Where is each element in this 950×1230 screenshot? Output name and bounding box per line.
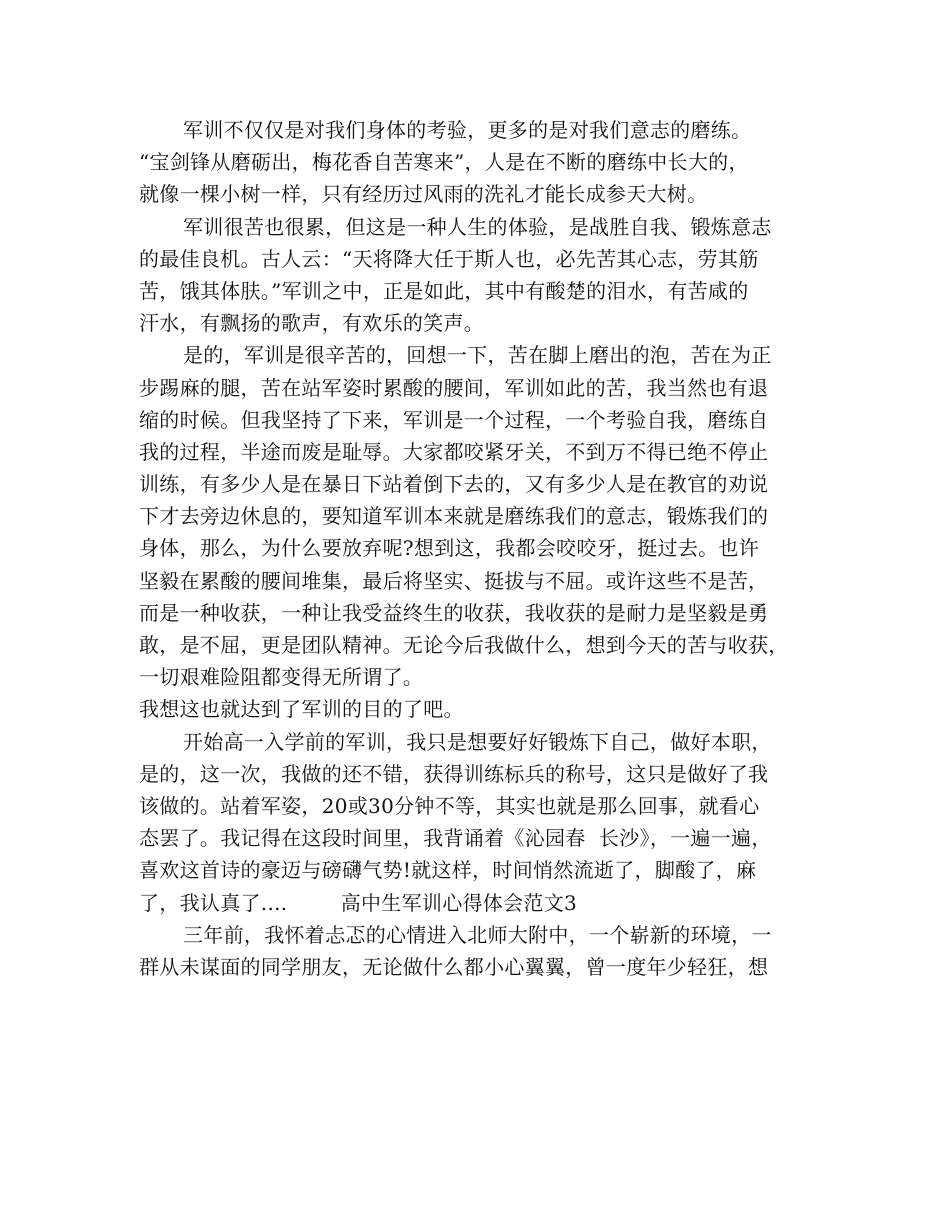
- text-line: 是的，这一次，我做的还不错，获得训练标兵的称号，这只是做好了我: [139, 761, 769, 786]
- text-line: 军训很苦也很累，但这是一种人生的体验，是战胜自我、锻炼意志: [183, 214, 772, 239]
- text-line: “宝剑锋从磨砺出，梅花香自苦寒来”，人是在不断的磨练中长大的，: [139, 150, 749, 175]
- text-line: 开始高一入学前的军训，我只是想要好好锻炼下自己，做好本职，: [183, 729, 772, 754]
- text-line: 缩的时候。但我坚持了下来，军训是一个过程，一个考验自我，磨练自: [139, 407, 769, 432]
- text-line: 的最佳良机。古人云：“天将降大任于斯人也，必先苦其心志，劳其筋: [139, 246, 759, 271]
- text-line: 我想这也就达到了军训的目的了吧。: [139, 697, 464, 722]
- text-line: 我的过程，半途而废是耻辱。大家都咬紧牙关，不到万不得已绝不停止: [139, 439, 769, 464]
- text-line: 就像一棵小树一样，只有经历过风雨的洗礼才能长成参天大树。: [139, 182, 708, 207]
- text-line: 身体，那么，为什么要放弃呢?想到这，我都会咬咬牙，挺过去。也许: [139, 536, 760, 561]
- text-line: 了，我认真了.... 高中生军训心得体会范文3: [139, 890, 578, 915]
- text-line: 而是一种收获，一种让我受益终生的收获，我收获的是耐力是坚毅是勇: [139, 600, 769, 625]
- text-line: 喜欢这首诗的豪迈与磅礴气势!就这样，时间悄然流逝了，脚酸了，麻: [139, 858, 757, 883]
- text-line: 步踢麻的腿，苦在站军姿时累酸的腰间，军训如此的苦，我当然也有退: [139, 375, 769, 400]
- text-line: 是的，军训是很辛苦的，回想一下，苦在脚上磨出的泡，苦在为正: [183, 343, 772, 368]
- text-line: 训练，有多少人是在暴日下站着倒下去的，又有多少人是在教官的劝说: [139, 472, 769, 497]
- text-line: 态罢了。我记得在这段时间里，我背诵着《沁园春 长沙》，一遍一遍，: [139, 826, 772, 851]
- text-line: 敢，是不屈，更是团队精神。无论今后我做什么，想到今天的苦与收获，: [139, 633, 789, 657]
- text-line: 坚毅在累酸的腰间堆集，最后将坚实、挺拔与不屈。或许这些不是苦，: [139, 568, 769, 593]
- text-line: 三年前，我怀着忐忑的心情进入北师大附中，一个崭新的环境，一: [183, 922, 772, 947]
- text-line: 一切艰难险阻都变得无所谓了。: [139, 665, 424, 690]
- text-line: 汗水，有飘扬的歌声，有欢乐的笑声。: [139, 311, 485, 336]
- text-line: 群从未谋面的同学朋友，无论做什么都小心翼翼，曾一度年少轻狂，想: [139, 954, 769, 979]
- text-line: 苦，饿其体肤。”军训之中，正是如此，其中有酸楚的泪水，有苦咸的: [139, 278, 749, 303]
- text-line: 下才去旁边休息的，要知道军训本来就是磨练我们的意志，锻炼我们的: [139, 504, 769, 529]
- text-line: 军训不仅仅是对我们身体的考验，更多的是对我们意志的磨练。: [183, 118, 752, 142]
- document-body: [139, 114, 829, 983]
- text-line: 该做的。站着军姿，20或30分钟不等，其实也就是那么回事，就看心: [139, 793, 760, 818]
